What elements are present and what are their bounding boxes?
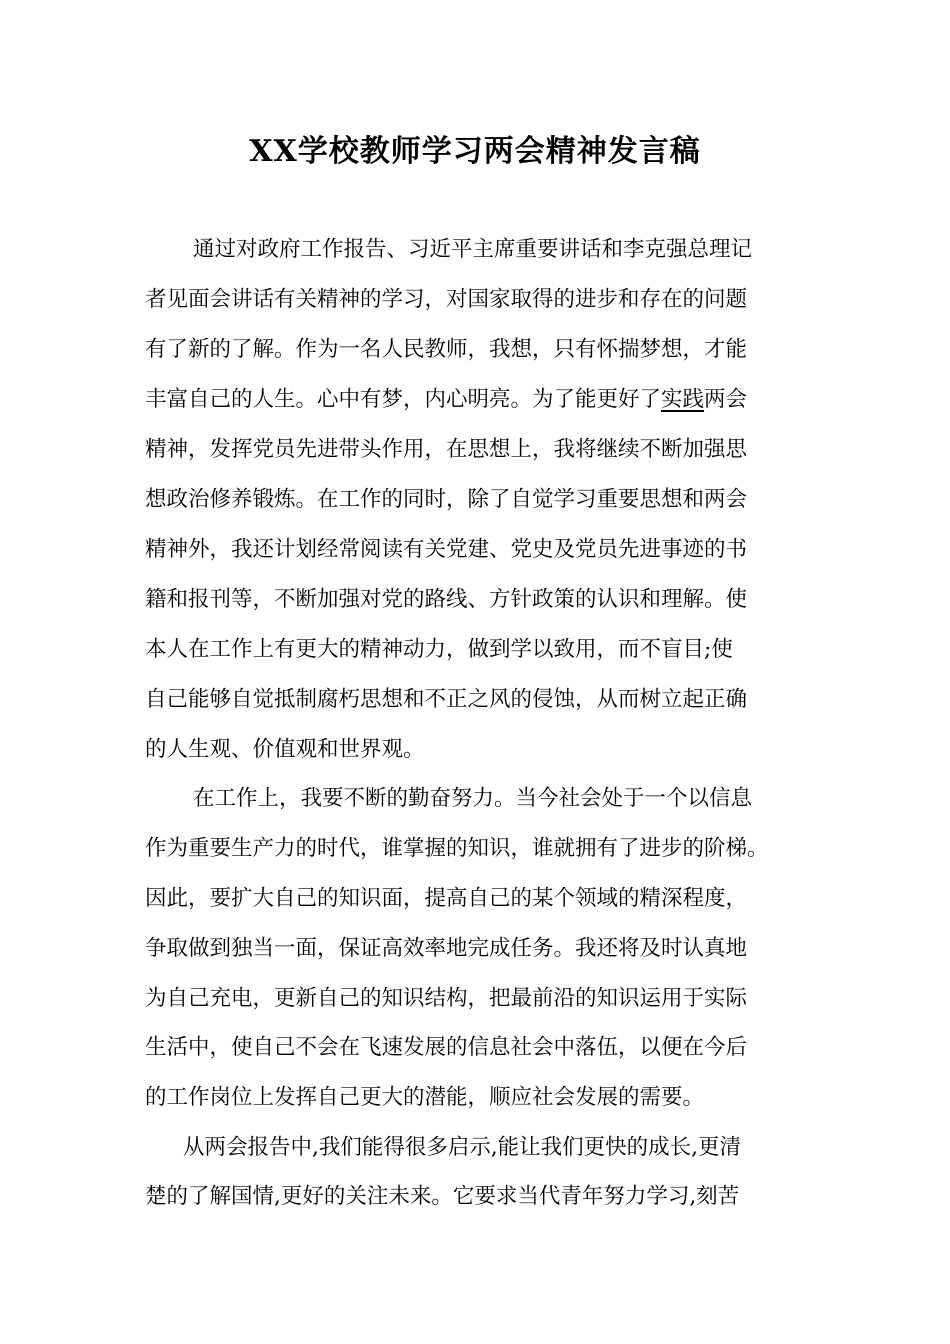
paragraph-2-line-3: 因此，要扩大自己的知识面，提高自己的某个领域的精深程度，	[145, 886, 748, 911]
paragraph-1-line-5: 精神，发挥党员先进带头作用，在思想上，我将继续不断加强思	[145, 437, 748, 462]
paragraph-1-line-11: 的人生观、价值观和世界观。	[145, 737, 425, 762]
paragraph-2-line-6: 生活中，使自己不会在飞速发展的信息社会中落伍，以便在今后	[145, 1035, 748, 1060]
paragraph-2-line-1: 在工作上，我要不断的勤奋努力。当今社会处于一个以信息	[193, 786, 753, 811]
paragraph-1-line-10: 自己能够自觉抵制腐朽思想和不正之风的侵蚀，从而树立起正确	[145, 687, 748, 712]
paragraph-1-line-9: 本人在工作上有更大的精神动力，做到学以致用，而不盲目;使	[145, 637, 733, 662]
paragraph-1-line-1: 通过对政府工作报告、习近平主席重要讲话和李克强总理记	[193, 237, 753, 262]
paragraph-2-line-4: 争取做到独当一面，保证高效率地完成任务。我还将及时认真地	[145, 936, 748, 961]
paragraph-2-line-5: 为自己充电，更新自己的知识结构，把最前沿的知识运用于实际	[145, 986, 748, 1011]
paragraph-1-line-4	[145, 375, 747, 425]
paragraph-1-line-2: 者见面会讲话有关精神的学习，对国家取得的进步和存在的问题	[145, 287, 748, 312]
paragraph-2-line-2: 作为重要生产力的时代，谁掌握的知识，谁就拥有了进步的阶梯。	[145, 836, 769, 861]
paragraph-3-line-2: 楚的了解国情,更好的关注未来。它要求当代青年努力学习,刻苦	[145, 1184, 740, 1209]
paragraph-1-line-8: 籍和报刊等，不断加强对党的路线、方针政策的认识和理解。使	[145, 587, 748, 612]
paragraph-1-line-4-head: 丰富自己的人生。心中有梦，内心明亮。为了能更好了	[145, 387, 662, 412]
paragraph-1-line-3: 有了新的了解。作为一名人民教师，我想，只有怀揣梦想，才能	[145, 337, 748, 362]
document-title: XX学校教师学习两会精神发言稿	[249, 134, 701, 169]
paragraph-1-line-7: 精神外，我还计划经常阅读有关党建、党史及党员先进事迹的书	[145, 537, 748, 562]
paragraph-1-line-4-tail: 两会	[704, 387, 748, 412]
paragraph-3-line-1: 从两会报告中,我们能得很多启示,能让我们更快的成长,更清	[183, 1135, 742, 1160]
paragraph-2-line-7: 的工作岗位上发挥自己更大的潜能，顺应社会发展的需要。	[145, 1085, 705, 1110]
paragraph-1-line-6: 想政治修养锻炼。在工作的同时，除了自觉学习重要思想和两会	[145, 487, 748, 512]
underlined-word: 实践	[661, 387, 705, 412]
